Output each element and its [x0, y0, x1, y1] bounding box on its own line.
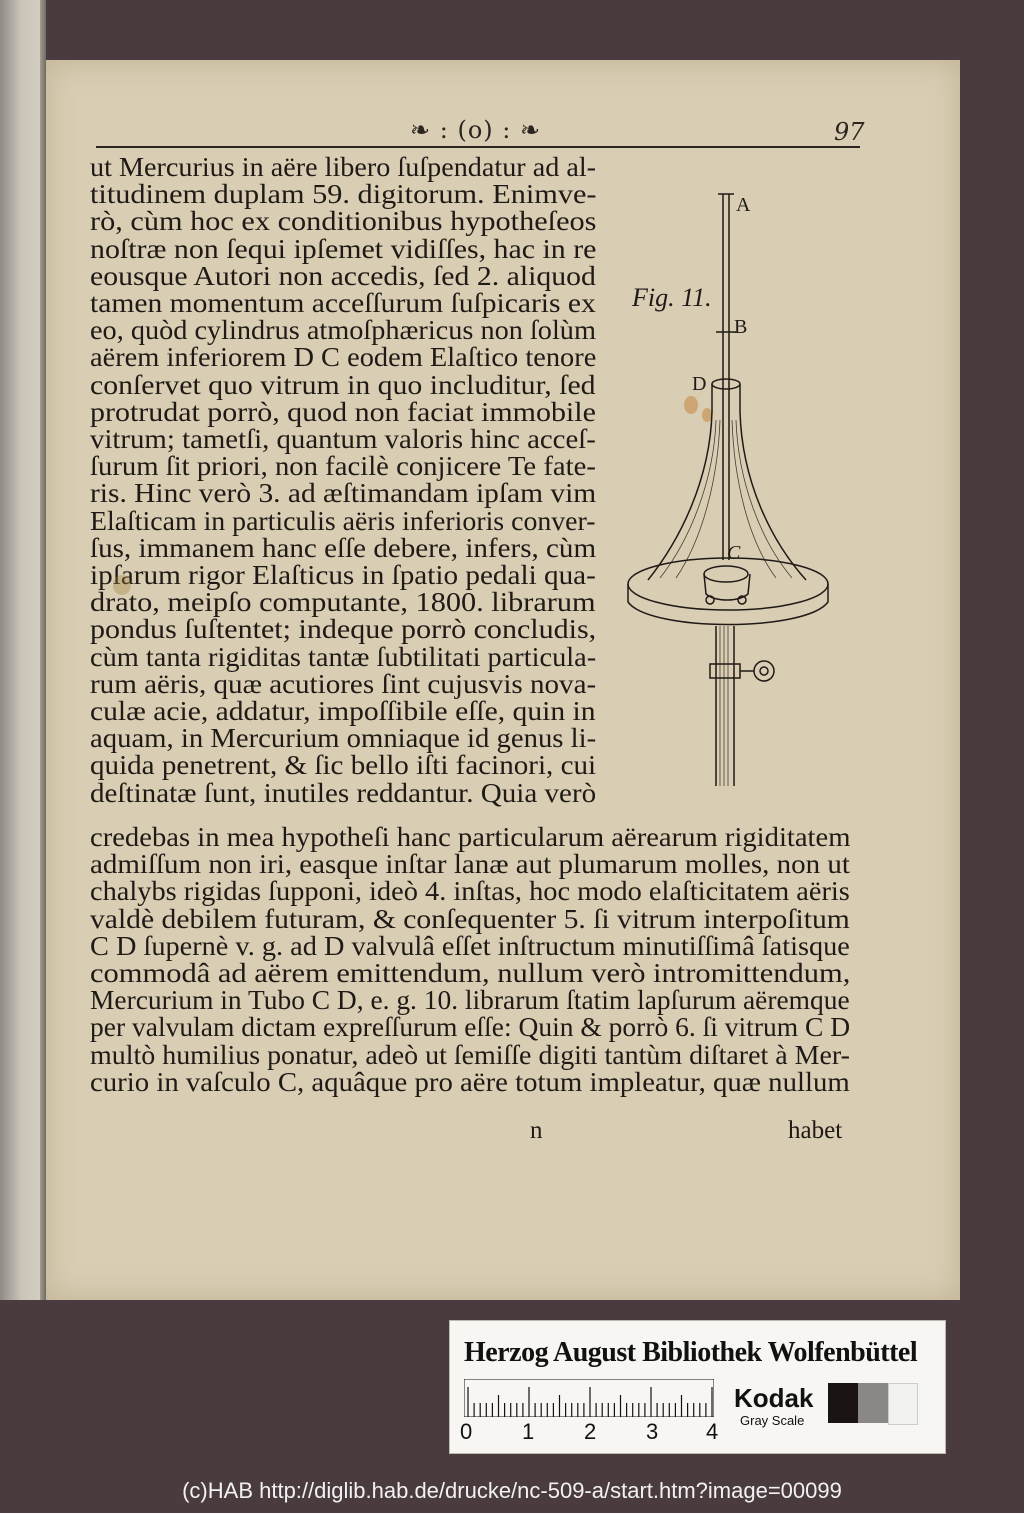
scale-ruler	[464, 1379, 714, 1417]
text-line: C D ſupernè v. g. ad D valvulâ eſſet inſtructum minutiſſimâ ſatisque	[90, 930, 850, 961]
text-line: drato, meipſo computante, 1800. librarum	[90, 587, 596, 618]
text-line: noſtræ non ſequi ipſemet vidiſſes, hac in re	[90, 233, 597, 264]
header-rule	[96, 146, 860, 148]
facing-page-edge	[0, 0, 46, 1300]
text-line: cùm tanta rigiditas tantæ ſubtilitati particula-	[90, 641, 597, 672]
text-line: conſervet quo vitrum in quo includitur, ſed	[90, 369, 596, 400]
text-line: rò, cùm hoc ex conditionibus hypotheſeos	[90, 206, 597, 237]
text-line: ut Mercurius in aëre libero ſuſpendatur ad al-	[90, 152, 597, 182]
gray-swatch-mid	[858, 1383, 888, 1423]
text-line: ris. Hinc verò 3. ad æſtimandam ipſam vim	[90, 478, 597, 509]
text-line: titudinem duplam 59. digitorum. Enimve-	[90, 179, 597, 210]
text-line: multò humilius ponatur, adeò ut ſemiſſe digiti tantùm diſtaret à Mer-	[90, 1039, 850, 1070]
text-line: chalybs rigidas ſupponi, ideò 4. inſtas, hoc modo elaſticitatem aëris	[90, 876, 850, 907]
text-line: quida penetrent, & ſic bello iſti facinori, cui	[90, 750, 597, 781]
figure-label-b: B	[734, 316, 748, 338]
source-url: (c)HAB http://diglib.hab.de/drucke/nc-509-a/start.htm?image=00099	[182, 1478, 842, 1503]
text-line: curio in vaſculo C, aquâque pro aëre totum impleatur, quæ nullum	[90, 1066, 850, 1097]
signature-mark: n	[530, 1117, 543, 1144]
text-line: vitrum; tametſi, quantum valoris hinc acceſ-	[90, 424, 596, 454]
stain	[113, 575, 131, 595]
figure-caption: Fig. 11.	[632, 283, 712, 312]
library-name: Herzog August Bibliothek Wolfenbüttel	[464, 1337, 918, 1368]
gray-scale-label: Gray Scale	[740, 1413, 805, 1428]
text-line: per valvulam dictam expreſſurum eſſe: Quin & porrò 6. ſi vitrum C D	[90, 1012, 851, 1043]
text-line: admiſſum non iri, easque inſtar lanæ aut plumarum molles, non ut	[90, 849, 850, 880]
ruler-digit: 4	[706, 1419, 719, 1444]
text-line: eousque Autori non accedis, ſed 2. aliquod	[90, 260, 596, 291]
figure-label-d: D	[692, 373, 707, 395]
apparatus-illustration	[620, 180, 860, 800]
reference-card	[449, 1320, 946, 1454]
page-number: 97	[834, 118, 865, 146]
ruler-digit: 0	[460, 1419, 473, 1444]
gray-swatch-dark	[828, 1383, 858, 1423]
ruler-digit: 2	[584, 1419, 597, 1444]
figure-label-a: A	[736, 194, 751, 216]
text-line: culæ acie, addatur, impoſſibile eſſe, quin in	[90, 696, 596, 726]
ruler-digit: 3	[646, 1419, 659, 1444]
header-ornament: ❧ : (o) : ❧	[410, 116, 542, 144]
text-line: protrudat porrò, quod non faciat immobile	[90, 396, 596, 427]
text-line: pondus ſuſtentet; indeque porrò concludis,	[90, 614, 597, 645]
text-line: ſurum ſit priori, non facilè conjicere Te fate-	[90, 451, 596, 482]
text-line: aërem inferiorem D C eodem Elaſtico tenore	[90, 342, 597, 373]
text-line: ipſarum rigor Elaſticus in ſpatio pedali qua-	[90, 560, 596, 590]
catchword: habet	[788, 1117, 843, 1144]
text-line: Elaſticam in particulis aëris inferioris conver-	[90, 505, 596, 536]
text-line: ſus, immanem hanc eſſe debere, infers, cùm	[90, 532, 597, 563]
text-line: credebas in mea hypotheſi hanc particularum aërearum rigiditatem	[90, 822, 851, 852]
text-line: Mercurium in Tubo C D, e. g. 10. librarum ſtatim lapſurum aëremque	[90, 985, 850, 1016]
text-line: deſtinatæ ſunt, inutiles reddantur. Quia verò	[90, 777, 597, 808]
text-line: valdè debilem futuram, & conſequenter 5. ſi vitrum interpoſitum	[90, 903, 850, 934]
text-line: aquam, in Mercurium omniaque id genus li-	[90, 723, 597, 754]
ruler-digit: 1	[522, 1419, 535, 1444]
text-line: eo, quòd cylindrus atmoſphæricus non ſolùm	[90, 315, 596, 346]
figure-label-c: C	[727, 542, 741, 564]
kodak-logo: Kodak	[734, 1383, 814, 1413]
text-line: rum aëris, quæ acutiores ſint cujusvis nova-	[90, 668, 597, 699]
text-line: commodâ ad aërem emittendum, nullum verò intromittendum,	[90, 958, 851, 988]
gray-swatch-light	[888, 1383, 918, 1425]
text-line: tamen momentum acceſſurum ſuſpicaris ex	[90, 288, 596, 318]
